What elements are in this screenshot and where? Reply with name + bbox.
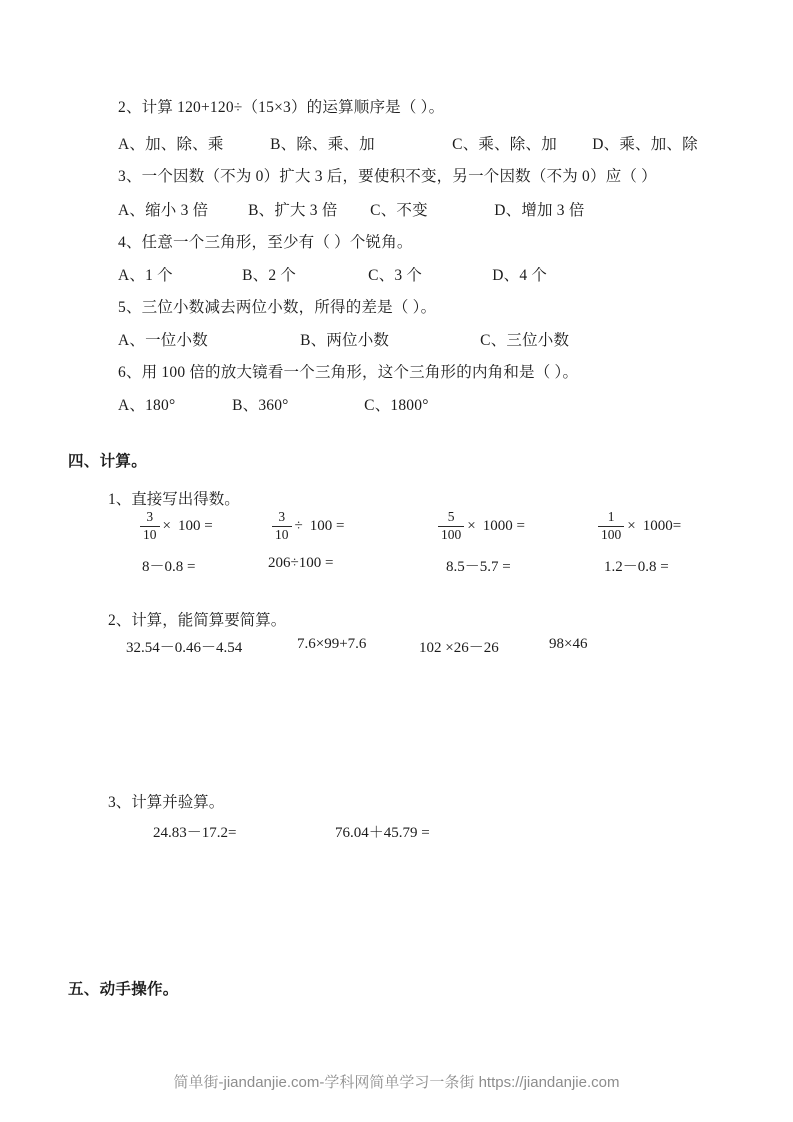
question-options-3 <box>118 203 585 219</box>
option-6-b: B、360° <box>232 397 289 414</box>
fraction-denominator: 10 <box>272 526 292 542</box>
operator-4: × <box>627 517 636 534</box>
simplify-item-3: 102 ×26－26 <box>419 640 499 656</box>
option-3-a: A、缩小 3 倍 <box>118 202 209 219</box>
operand-1: 100 = <box>177 517 213 534</box>
calc-fraction-row <box>0 505 793 547</box>
verify-item-2: 76.04＋45.79 = <box>335 825 430 841</box>
option-4-a: A、1 个 <box>118 267 173 284</box>
option-3-c: C、不变 <box>370 202 428 219</box>
option-4-d: D、4 个 <box>492 267 548 284</box>
fraction-denominator: 10 <box>140 526 160 542</box>
question-stem-6: 6、用 100 倍的放大镜看一个三角形，这个三角形的内角和是（ ）。 <box>118 364 579 381</box>
option-6-c: C、1800° <box>364 397 429 414</box>
option-3-d: D、增加 3 倍 <box>494 202 585 219</box>
option-3-b: B、扩大 3 倍 <box>248 202 338 219</box>
fraction-1 <box>140 510 160 541</box>
subsection-heading-4-2: 2、计算，能简算要简算。 <box>108 612 287 629</box>
question-stem-5: 5、三位小数减去两位小数，所得的差是（ ）。 <box>118 299 437 316</box>
calc-item-plain-1: 8－0.8 = <box>142 559 196 575</box>
question-stem-2: 2、计算 120+120÷（15×3）的运算顺序是（ ）。 <box>118 99 445 116</box>
subsection-heading-4-3: 3、计算并验算。 <box>108 794 225 811</box>
fraction-denominator: 100 <box>438 526 464 542</box>
simplify-item-1: 32.54－0.46－4.54 <box>126 640 243 656</box>
option-5-c: C、三位小数 <box>480 332 570 349</box>
option-5-a: A、一位小数 <box>118 332 208 349</box>
option-2-c: C、乘、除、加 <box>452 136 557 153</box>
calc-item-frac-4 <box>598 505 681 547</box>
option-2-d: D、乘、加、除 <box>592 136 698 153</box>
option-5-b: B、两位小数 <box>300 332 390 349</box>
calc-item-frac-1 <box>140 505 213 547</box>
fraction-2 <box>272 510 292 541</box>
option-4-b: B、2 个 <box>242 267 297 284</box>
question-options-6 <box>118 398 429 414</box>
operand-2: 100 = <box>309 517 345 534</box>
fraction-numerator: 1 <box>607 509 615 525</box>
option-6-a: A、180° <box>118 397 176 414</box>
fraction-3 <box>438 510 464 541</box>
option-2-b: B、除、乘、加 <box>270 136 375 153</box>
question-options-5 <box>118 333 569 349</box>
operator-2: ÷ <box>294 517 303 534</box>
fraction-numerator: 3 <box>278 509 286 525</box>
question-stem-4: 4、任意一个三角形，至少有（ ）个锐角。 <box>118 234 413 251</box>
operator-1: × <box>162 517 171 534</box>
section-heading-four: 四、计算。 <box>68 453 148 470</box>
simplify-item-2: 7.6×99+7.6 <box>297 636 367 652</box>
fraction-numerator: 3 <box>146 509 154 525</box>
calc-item-plain-3: 8.5－5.7 = <box>446 559 511 575</box>
question-options-2 <box>118 137 698 153</box>
operand-4: 1000= <box>642 517 682 534</box>
verify-item-1: 24.83－17.2= <box>153 825 237 841</box>
calc-item-plain-2: 206÷100 = <box>268 555 334 571</box>
page-footer-watermark: 简单街-jiandanjie.com-学科网简单学习一条街 https://jiandanjie.com <box>173 1074 620 1091</box>
fraction-4 <box>598 510 624 541</box>
calc-item-frac-2 <box>272 505 344 547</box>
option-4-c: C、3 个 <box>368 267 423 284</box>
question-options-4 <box>118 268 547 284</box>
simplify-item-4: 98×46 <box>549 636 588 652</box>
calc-item-frac-3 <box>438 505 525 547</box>
operator-3: × <box>467 517 476 534</box>
subsection-heading-4-1: 1、直接写出得数。 <box>108 491 240 508</box>
calc-item-plain-4: 1.2－0.8 = <box>604 559 669 575</box>
option-2-a: A、加、除、乘 <box>118 136 224 153</box>
operand-3: 1000 = <box>482 517 525 534</box>
fraction-denominator: 100 <box>598 526 624 542</box>
question-stem-3: 3、一个因数（不为 0）扩大 3 后，要使积不变，另一个因数（不为 0）应（ ） <box>118 168 657 185</box>
section-heading-five: 五、动手操作。 <box>68 981 179 998</box>
fraction-numerator: 5 <box>447 509 455 525</box>
